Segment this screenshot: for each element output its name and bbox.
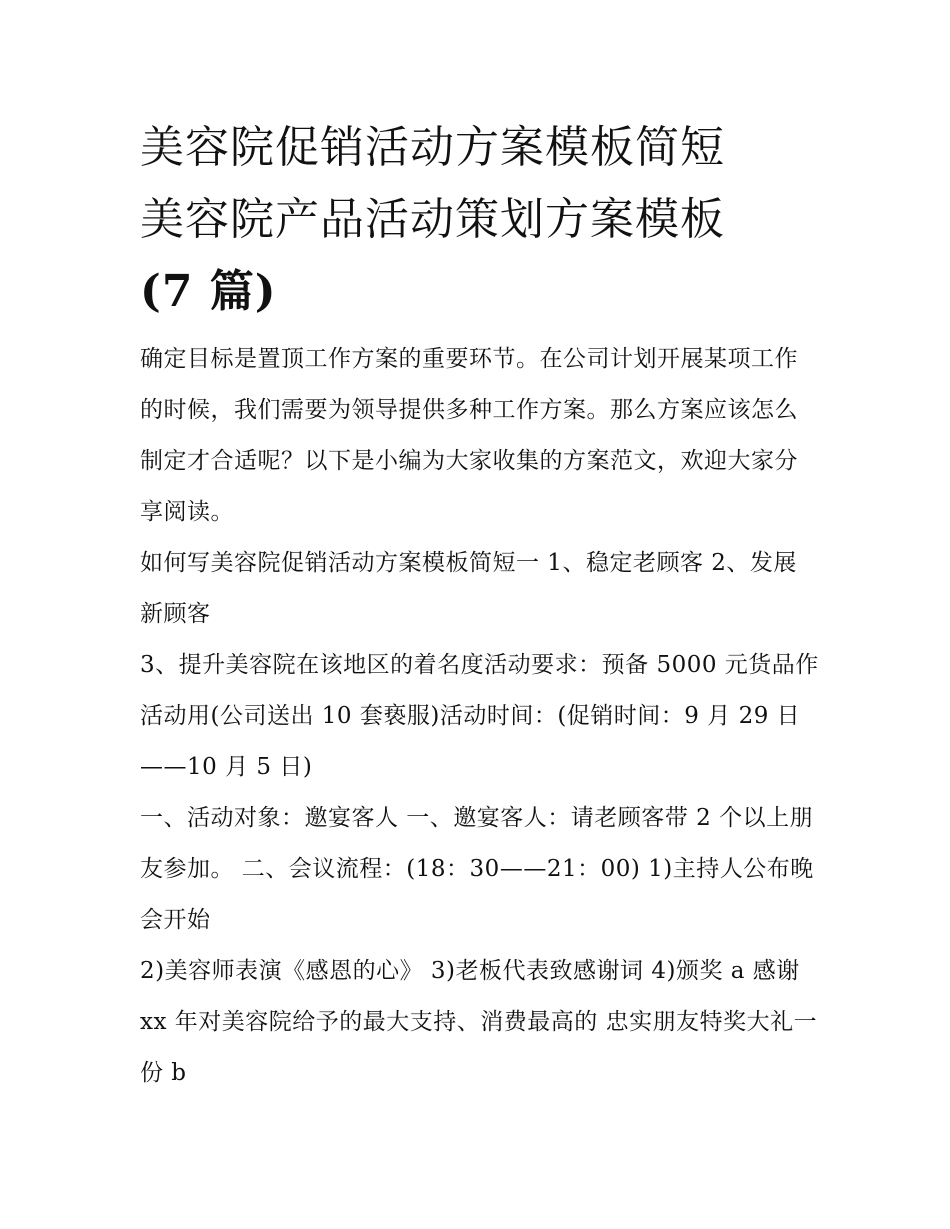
title-line-2: 美容院产品活动策划方案模板 — [140, 194, 725, 245]
paragraph-requirements: 3、提升美容院在该地区的着名度活动要求：预备 5000 元货品作活动用(公司送出 10 套亵服)活动时间：(促销时间：9 月 29 日——10 月 5 日) — [140, 652, 819, 780]
paragraph-awards: 2)美容师表演《感恩的心》 3)老板代表致感谢词 4)颁奖 a 感谢 xx 年对美容院给予的最大支持、消费最高的 忠实朋友特奖大礼一份 b — [140, 958, 818, 1086]
paragraph-goals: 如何写美容院促销活动方案模板简短一 1、稳定老顾客 2、发展新顾客 — [140, 550, 797, 627]
document-title — [140, 112, 820, 328]
document-page — [140, 112, 820, 1099]
paragraph-intro: 确定目标是置顶工作方案的重要环节。在公司计划开展某项工作的时候，我们需要为领导提供多种工作方案。那么方案应该怎么制定才合适呢？以下是小编为大家收集的方案范文，欢迎大家分享阅读。 — [140, 346, 798, 525]
paragraph-process: 一、活动对象：邀宴客人 一、邀宴客人：请老顾客带 2 个以上朋友参加。 二、会议流程：(18：30——21：00) 1)主持人公布晚会开始 — [140, 805, 814, 933]
title-line-3: (7 篇) — [140, 266, 277, 317]
title-line-1: 美容院促销活动方案模板简短 — [140, 122, 725, 173]
